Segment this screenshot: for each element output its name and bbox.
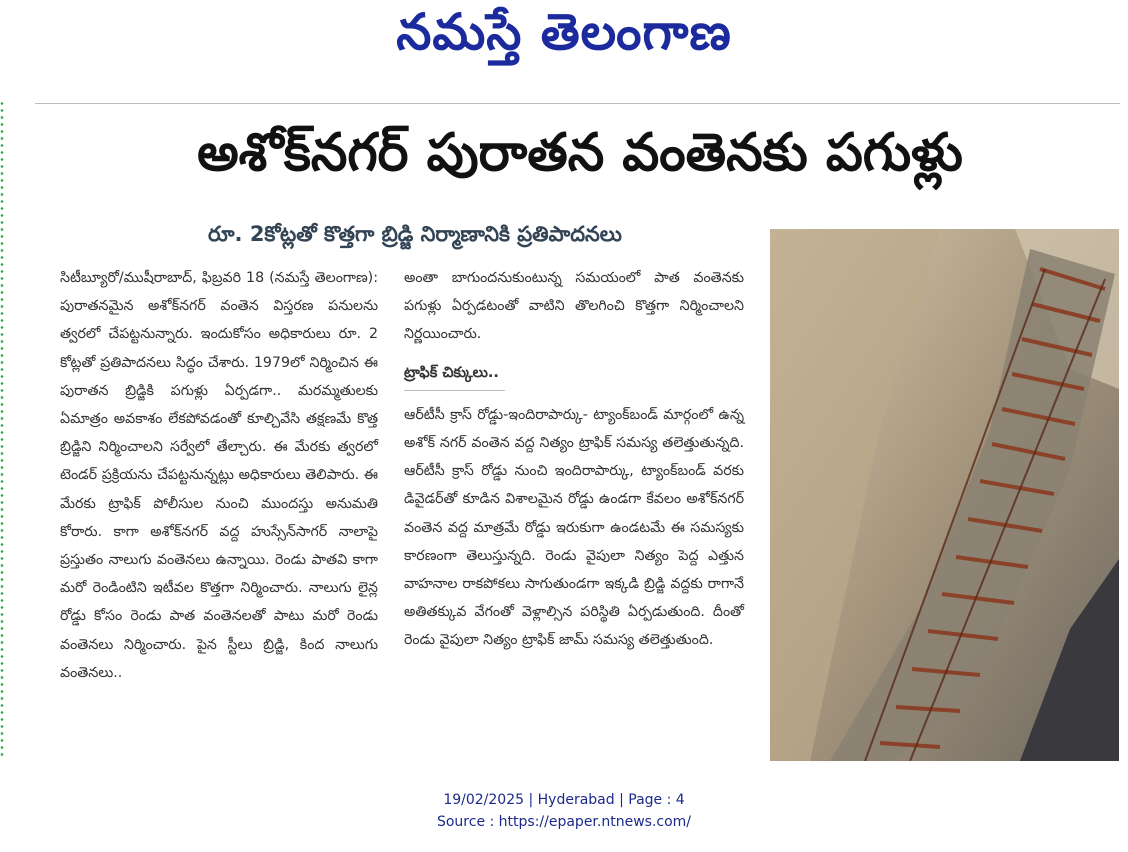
column2-intro: అంతా బాగుందనుకుంటున్న సమయంలో పాత వంతెనకు పగుళ్లు ఏర్పడటంతో వాటిని తొలగించి కొత్తగా నిర్మించాలని నిర్ణయించారు. — [404, 270, 744, 343]
column1-text: సిటీబ్యూరో/ముషీరాబాద్, ఫిబ్రవరి 18 (నమస్తే తెలంగాణ): పురాతనమైన అశోక్‌నగర్ వంతెన విస్తరణ పనులను త్వరలో చేపట్టనున్నారు. ఇందుకోసం అధికారులు రూ. 2 కోట్లతో ప్రతిపాదనలు సిద్ధం చేశారు. 1979లో నిర్మించిన ఈ పురాతన బ్రిడ్జికి పగుళ్లు ఏర్పడగా.. మరమ్మతులకు ఏమాత్రం అవకాశం లేకపోవడంతో కూల్చివేసి తక్షణమే కొత్త బ్రిడ్జిని నిర్మించాలని సర్వేలో తేల్చారు. ఈ మేరకు త్వరలో టెండర్ ప్రక్రియను చేపట్టనున్నట్లు అధికారులు తెలిపారు. ఈ మేరకు ట్రాఫిక్ పోలీసుల నుంచి ముందస్తు అనుమతి కోరారు. కాగా అశోక్‌నగర్ వద్ద హుస్సేన్‌సాగర్ నాలాపై ప్రస్తుతం నాలుగు వంతెనలు ఉన్నాయి. రెండు పాతవి కాగా మరో రెండింటిని ఇటీవల కొత్తగా నిర్మించారు. నాలుగు లైన్ల రోడ్డు కోసం రెండు పాత వంతెనలతో పాటు మరో రెండు వంతెనలు నిర్మించారు. పైన స్టీలు బ్రిడ్జి, కింద నాలుగు వంతెనలు.. — [60, 270, 378, 681]
article-column-1 — [60, 264, 378, 687]
footer-dateline: 19/02/2025 | Hyderabad | Page : 4 — [443, 792, 685, 808]
green-dotted-border — [0, 100, 4, 760]
footer-source-link[interactable]: Source : https://epaper.ntnews.com/ — [436, 814, 692, 830]
article-column-2 — [404, 264, 744, 655]
bridge-photo-illustration — [770, 229, 1119, 761]
subheadline: రూ. 2కోట్లతో కొత్తగా బ్రిడ్జి నిర్మాణానికి ప్రతిపాదనలు — [208, 222, 622, 246]
masthead-divider — [35, 103, 1120, 104]
masthead-logo: నమస్తే తెలంగాణ — [396, 3, 732, 61]
headline: అశోక్‌నగర్ పురాతన వంతెనకు పగుళ్లు — [197, 123, 963, 183]
section-subtitle: ట్రాఫిక్ చిక్కులు.. — [404, 359, 505, 391]
bridge-crack-photo — [770, 229, 1119, 761]
column2-body: ఆర్‌టీసీ క్రాస్ రోడ్డు-ఇందిరాపార్కు- ట్యాంక్‌బండ్ మార్గంలో ఉన్న అశోక్ నగర్ వంతెన వద్ద నిత్యం ట్రాఫిక్ సమస్య తలెత్తుతున్నది. ఆర్‌టీసీ క్రాస్ రోడ్డు నుంచి ఇందిరాపార్కు, ట్యాంక్‌బండ్ వరకు డివైడర్‌తో కూడిన విశాలమైన రోడ్డు ఉండగా కేవలం అశోక్‌నగర్ వంతెన వద్ద మాత్రమే రోడ్డు ఇరుకుగా ఉండటమే ఈ సమస్యకు కారణంగా తెలుస్తున్నది. రెండు వైపులా నిత్యం పెద్ద ఎత్తున వాహనాల రాకపోకలు సాగుతుండగా ఇక్కడి బ్రిడ్జి వద్దకు రాగానే అతితక్కువ వేగంతో వెళ్లాల్సిన పరిస్థితి ఏర్పడుతుంది. దీంతో రెండు వైపులా నిత్యం ట్రాఫిక్ జామ్ సమస్య తలెత్తుతుంది. — [404, 406, 744, 649]
